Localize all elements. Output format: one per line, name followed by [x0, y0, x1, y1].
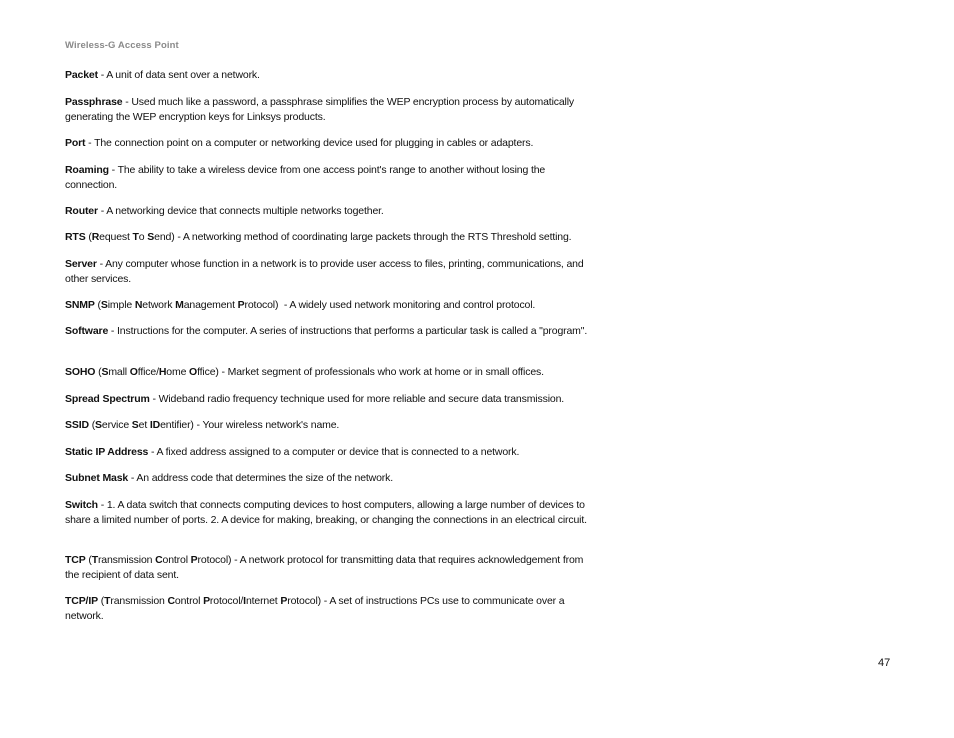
glossary-definition: - The ability to take a wireless device from one access point's range to another without losing the connection.	[65, 164, 546, 191]
glossary-expansion: (Small Office/Home Office)	[95, 366, 219, 378]
glossary-definition: - 1. A data switch that connects computing devices to host computers, allowing a large number of devices to share a limited number of ports. 2. A device for making, breaking, or changing the connections in an electrical circuit.	[65, 499, 587, 526]
glossary-entry-snmp	[65, 298, 590, 313]
glossary-expansion: (Transmission Control Protocol)	[85, 554, 232, 566]
glossary-entry-tcp	[65, 553, 590, 582]
glossary-term: SNMP	[65, 299, 95, 311]
glossary-expansion: (Transmission Control Protocol/Internet Protocol)	[97, 595, 322, 607]
glossary-term: TCP/IP	[65, 595, 98, 607]
glossary-term: Passphrase	[65, 96, 123, 108]
glossary-entry-spread-spectrum	[65, 392, 590, 407]
glossary-term: SSID	[65, 419, 89, 431]
glossary-term: Port	[65, 137, 86, 149]
glossary-definition: - A widely used network monitoring and control protocol.	[278, 299, 536, 311]
glossary-entry-router	[65, 204, 590, 219]
glossary-definition: - A set of instructions PCs use to communicate over a network.	[65, 595, 565, 622]
glossary-definition: - A fixed address assigned to a computer or device that is connected to a network.	[148, 446, 520, 458]
glossary-term: Packet	[65, 69, 98, 81]
glossary-entry-port	[65, 136, 590, 151]
glossary-entry-rts	[65, 230, 590, 245]
glossary-entry-server	[65, 257, 590, 286]
glossary-expansion: (Service Set IDentifier)	[88, 419, 194, 431]
glossary-entry-roaming	[65, 163, 590, 192]
glossary-term: Static IP Address	[65, 446, 149, 458]
glossary-definition: - A network protocol for transmitting data that requires acknowledgement from the recipient of data sent.	[65, 554, 584, 581]
glossary-term: Software	[65, 325, 109, 337]
glossary-entry-software	[65, 324, 590, 339]
glossary-term: Spread Spectrum	[65, 393, 150, 405]
glossary-definition: - Used much like a password, a passphrase simplifies the WEP encryption process by automatically generating the WEP encryption keys for Linksys products.	[65, 96, 575, 123]
glossary-definition: - Wideband radio frequency technique used for more reliable and secure data transmission.	[149, 393, 565, 405]
glossary-entry-static-ip-address	[65, 445, 590, 460]
glossary-term: Subnet Mask	[65, 472, 129, 484]
glossary-entry-soho	[65, 365, 590, 380]
glossary-definition: - Your wireless network's name.	[193, 419, 340, 431]
glossary-term: Server	[65, 258, 97, 270]
glossary-definition: - A unit of data sent over a network.	[97, 69, 260, 81]
glossary-entry-tcp-ip	[65, 594, 590, 623]
glossary-definition: - Instructions for the computer. A series of instructions that performs a particular task is called a "program".	[108, 325, 588, 337]
glossary-entry-switch	[65, 498, 590, 527]
glossary-term: TCP	[65, 554, 86, 566]
glossary-definition: - Market segment of professionals who work at home or in small offices.	[218, 366, 544, 378]
glossary-term: Router	[65, 205, 98, 217]
glossary-term: Roaming	[65, 164, 109, 176]
glossary-expansion: (Request To Send)	[85, 231, 175, 243]
glossary-entry-passphrase	[65, 95, 590, 124]
glossary-entry-ssid	[65, 418, 590, 433]
glossary-definition: - A networking device that connects multiple networks together.	[97, 205, 384, 217]
page-number: 47	[878, 657, 891, 669]
glossary-term: Switch	[65, 499, 98, 511]
glossary-definition: - An address code that determines the size of the network.	[128, 472, 394, 484]
glossary-expansion: (Simple Network Management Protocol)	[94, 299, 279, 311]
glossary-definition: - The connection point on a computer or networking device used for plugging in cables or adapters.	[85, 137, 534, 149]
glossary-term: SOHO	[65, 366, 96, 378]
glossary-entry-subnet-mask	[65, 471, 590, 486]
glossary-definition: - A networking method of coordinating large packets through the RTS Threshold setting.	[174, 231, 572, 243]
glossary-entry-packet	[65, 68, 590, 83]
document-header: Wireless-G Access Point	[65, 40, 179, 51]
glossary-term: RTS	[65, 231, 86, 243]
glossary-definition: - Any computer whose function in a network is to provide user access to files, printing, communications, and other services.	[65, 258, 584, 285]
